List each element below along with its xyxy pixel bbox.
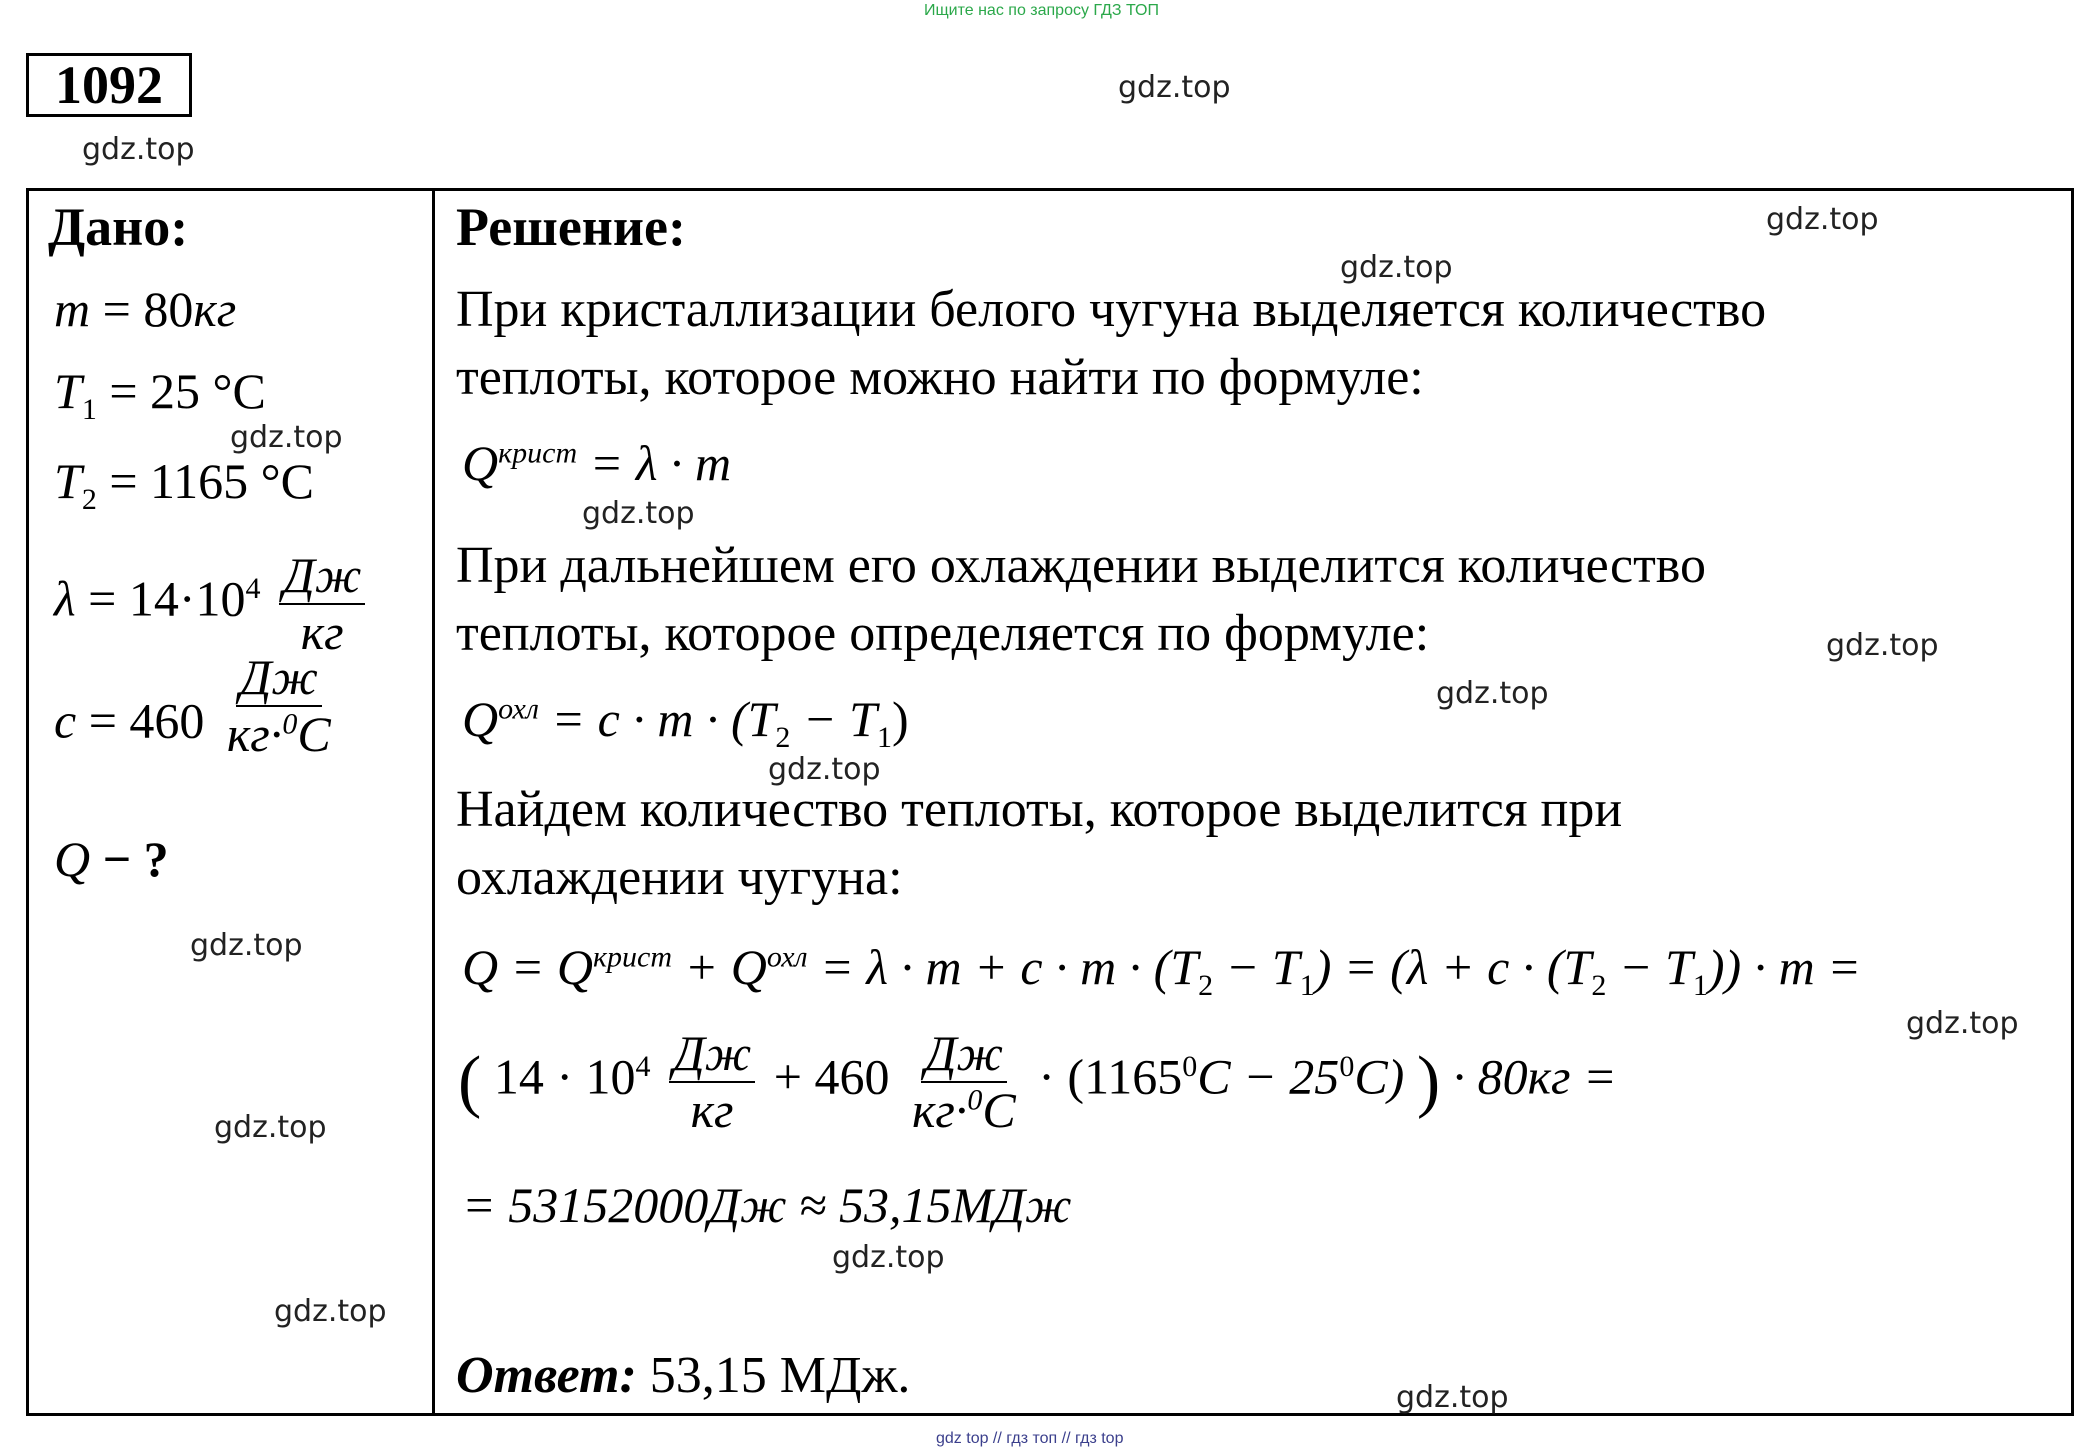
answer-label: Ответ: [456,1347,637,1404]
watermark: gdz.top [1826,628,1939,663]
watermark: gdz.top [82,132,195,167]
watermark: gdz.top [832,1240,945,1275]
watermark: gdz.top [1766,202,1879,237]
para1-line1: При кристаллизации белого чугуна выделяется количество [456,281,1767,338]
watermark: gdz.top [1340,250,1453,285]
given-mass: m = 80кг [54,281,237,337]
para2-line2: теплоты, которое определяется по формуле: [456,605,1430,662]
solution-heading: Решение: [456,197,686,257]
para1-line2: теплоты, которое можно найти по формуле: [456,349,1424,406]
formula-cooling: $Q^{охл} = c \cdot m \cdot (T_2 - T_1)$ [462,691,909,754]
problem-number: 1092 [26,53,192,117]
given-t2: $T_2 = 1165$ °C [54,453,315,516]
watermark: gdz.top [230,420,343,455]
formula-crystallization: $Q^{крист} = \lambda \cdot m$ [462,435,732,491]
given-find: Q − ? [54,831,169,887]
formula-total-line1: $Q = Q^{крист} + Q^{охл} = \lambda \cdot m + c \cdot m \cdot (T_2 - T_1) = (\lambda + c \cdot (T_2 - T_1)) \cdot m$ = [462,939,1862,1002]
watermark: gdz.top [582,496,695,531]
top-notice-link[interactable]: Ищите нас по запросу ГДЗ ТОП [924,2,1159,19]
formula-total-line2: ( $14 \cdot 10^4$ $\frac{Дж}{кг}$ + 460 $\frac{Дж}{кг\cdot^0C}$ · $(1165^0C - 25^0C)$ ) · 80кг = [458,1025,1617,1138]
footer-links[interactable]: gdz top // гдз топ // гдз top [936,1430,1124,1447]
given-lambda: $\lambda = 14\cdot 10^4$ $\frac{Дж}{кг}$ [54,548,371,660]
answer [456,1346,910,1405]
para2-line1: При дальнейшем его охлаждении выделится количество [456,537,1707,594]
given-t1: $T_1 = 25$ °C [54,363,266,426]
watermark: gdz.top [1906,1006,2019,1041]
para3-line1: Найдем количество теплоты, которое выделится при [456,781,1623,838]
watermark: gdz.top [1118,70,1231,105]
watermark: gdz.top [1436,676,1549,711]
formula-total-result: = 53152000Дж ≈ 53,15МДж [462,1177,1072,1233]
answer-value: 53,15 МДж. [649,1347,911,1404]
given-heading: Дано: [48,197,189,257]
given-heat-capacity: c = 460 $\frac{Дж}{кг\cdot^0C}$ [54,649,331,762]
watermark: gdz.top [214,1110,327,1145]
para3-line2: охлаждении чугуна: [456,849,903,906]
watermark: gdz.top [190,928,303,963]
watermark: gdz.top [274,1294,387,1329]
watermark: gdz.top [1396,1380,1509,1415]
column-divider [432,188,435,1416]
watermark: gdz.top [768,752,881,787]
